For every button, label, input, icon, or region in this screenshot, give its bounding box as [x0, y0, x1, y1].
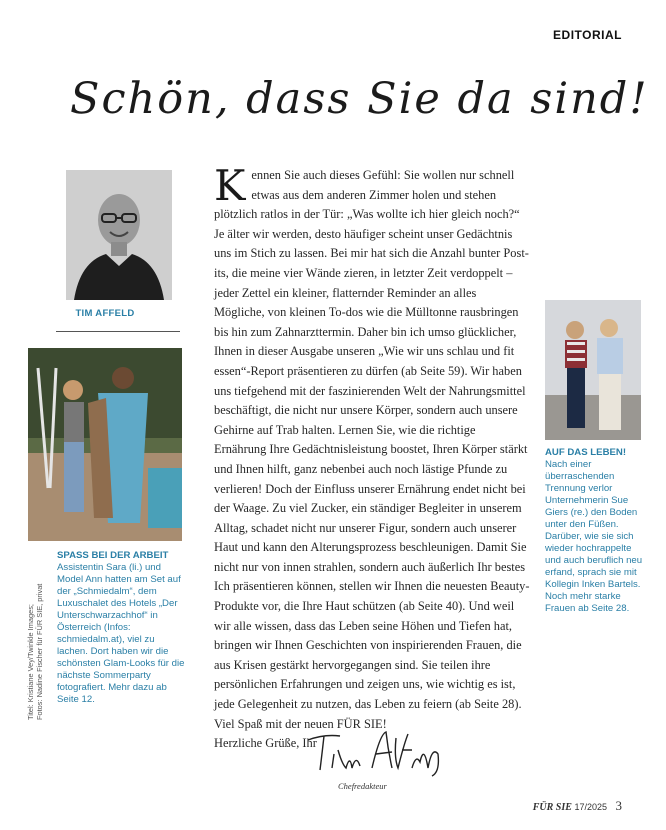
- left-caption-text: Assistentin Sara (li.) und Model Ann hatten am Set auf der „Schmiedalm“, dem Luxuschalet des Hotels „Der Unterschwarzachhof“ in Österreich (Infos: schmiedalm.at), viel zu lachen. Dort haben wir die schönsten Glam-Looks für die nächste Sommerparty fotografiert. Mehr dazu ab Seite 12.: [57, 562, 185, 705]
- photo-credit-line-2: Fotos: Nadine Fischer für FÜR SIE, privat: [35, 583, 44, 720]
- page-footer: [533, 798, 622, 814]
- drop-cap: K: [214, 161, 246, 210]
- page-number: 3: [615, 798, 622, 813]
- footer-issue: 17/2025: [574, 802, 607, 812]
- footer-magazine: FÜR SIE: [532, 802, 572, 813]
- photo-credit-line-1: Titel: Kristiane Vey/Twinkle Images;: [26, 604, 35, 720]
- author-photo-image: [66, 170, 172, 300]
- author-photo: [66, 170, 172, 300]
- right-caption-text: Nach einer überraschenden Trennung verlor Unternehmerin Sue Giers (re.) den Boden unter den Füßen. Darüber, wie sie sich wieder hochrappelte und auch beruflich neu erfand, sprach sie mit Kollegin Inken Bartels. Noch mehr starke Frauen ab Seite 28.: [545, 459, 643, 614]
- team-photo-image: [28, 348, 182, 541]
- team-photo: [28, 348, 182, 541]
- editorial-body: [214, 161, 530, 754]
- left-caption-title: SPASS BEI DER ARBEIT: [57, 550, 169, 561]
- right-caption-title: AUF DAS LEBEN!: [545, 447, 627, 458]
- left-caption: [57, 550, 187, 706]
- women-photo-image: [545, 300, 641, 440]
- author-caption: TIM AFFELD: [75, 308, 135, 319]
- right-caption: [545, 447, 645, 615]
- divider: [56, 331, 180, 332]
- section-label: EDITORIAL: [553, 28, 622, 42]
- signature-role: Chefredakteur: [338, 781, 387, 791]
- women-photo: [545, 300, 641, 440]
- body-closing-2: Herzliche Grüße, Ihr: [214, 736, 317, 751]
- photo-credit: [26, 520, 44, 720]
- body-main: ennen Sie auch dieses Gefühl: Sie wollen nur schnell etwas aus dem anderen Zimmer holen und stehen plötzlich ratlos in der Tür: „Was wollte ich hier gleich noch?“ Je älter wir werden, desto häufiger scheint unser Gedächtnis uns im Stich zu lassen. Bei mir hat sich die Anzahl bunter Post-its, die meine vier Wände zieren, in letzter Zeit verdoppelt – jeder Zettel ein kleiner, flatternder Reminder an alles Mögliche, von kleinen To-dos wie die Mülltonne rausbringen bis hin zum Zahnarzttermin. Daher bin ich umso glücklicher, Ihnen in dieser Ausgabe unseren „Wie wir uns schlau und fit essen“-Report präsentieren zu dürfen (ab Seite 59). Wir haben uns tiefgehend mit der faszinierenden Welt der Nahrungsmittel beschäftigt, die nicht nur unsere Körper, sondern auch unsere Gehirne auf Trab halten. Lernen Sie, wie die richtige Ernährung Ihre Gedächtnisleistung boostet, Ihren Körper stärkt und Ihnen hilft, ganz nebenbei auch noch lästige Pfunde zu verlieren! Doch der Einfluss unserer Ernährung endet nicht bei der Waage. Zu viel Zucker, ein ständiger Begleiter in unserem Alltag, schadet nicht nur unserer Figur, sondern auch unserer Haut und kann den Alterungsprozess beschleunigen. Damit Sie nicht nur von innen strahlen, sondern auch äußerlich Ihr bestes Ich präsentieren können, stellen wir Ihnen die neuesten Beauty-Produkte vor, die Ihre Haut schützen (ab Seite 40). Und weil wir alle wissen, dass das Leben seine Höhen und Tiefen hat, bringen wir Ihnen Geschichten von inspirierenden Frauen, die aus Krisen gestärkt hervorgegangen sind. Sie teilen ihre persönlichen Erfahrungen und zeigen uns, wie wichtig es ist, jede Gelegenheit zu nutzen, das Leben zu feiern (ab Seite 28).: [214, 168, 530, 712]
- signature: [300, 724, 450, 780]
- headline: Schön, dass Sie da sind!: [70, 74, 649, 124]
- body-closing-1: Viel Spaß mit der neuen FÜR SIE!: [214, 716, 387, 731]
- signature-image: [300, 724, 450, 780]
